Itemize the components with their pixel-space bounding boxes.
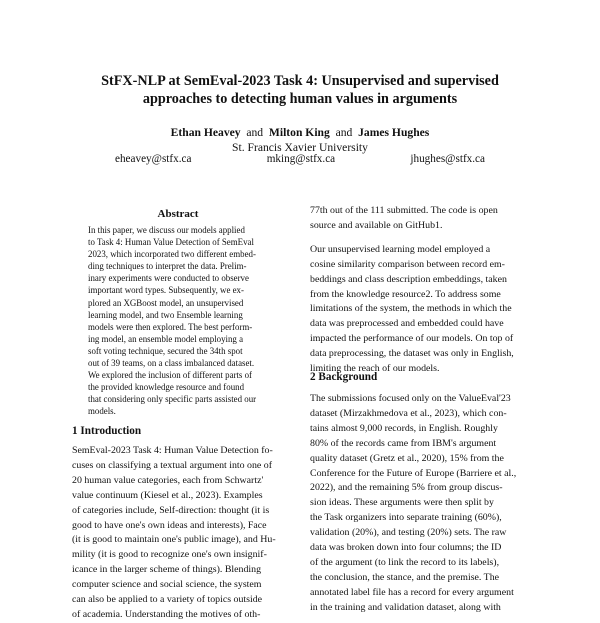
intro-line: can also be applied to a variety of topics outside: [72, 594, 263, 606]
abstract-line: important word types. Subsequently, we ex-: [88, 285, 244, 296]
abstract-line: We explored the inclusion of different parts of: [88, 370, 252, 381]
right-line: 77th out of the 111 submitted. The code is open: [310, 205, 498, 216]
background-line: of the argument (to link the record to its labels),: [310, 556, 500, 568]
author-names: [40, 125, 560, 140]
paper-title: [40, 72, 560, 108]
background-line: 2022), and the remaining 5% from group discus-: [310, 482, 503, 494]
abstract-heading: Abstract: [157, 208, 199, 220]
background-line: the Task organizers into separate training (60%),: [310, 512, 502, 524]
right-line: from the knowledge resource2. To address some: [310, 288, 501, 300]
intro-line: of categories include, Self-direction: thought (it is: [72, 504, 270, 516]
author-name: Milton King: [268, 126, 330, 139]
abstract-line: out of 39 teams, on a class imbalanced dataset.: [88, 358, 255, 369]
abstract-line: models were then explored. The best perform-: [88, 321, 253, 332]
intro-line: mility (it is good to recognize one's own insignif-: [72, 549, 267, 561]
intro-line: icance in the larger scheme of things). Blending: [72, 564, 262, 576]
abstract-line: plored an XGBoost model, an unsupervised: [88, 297, 244, 308]
author-email: eheavey@stfx.ca: [115, 153, 192, 165]
intro-line: value continuum (Kiesel et al., 2023). Examples: [72, 489, 263, 501]
intro-line: SemEval-2023 Task 4: Human Value Detection fo-: [72, 445, 273, 456]
background-line: sion ideas. These arguments were then split by: [310, 497, 494, 509]
abstract-line: ing model, an ensemble model employing a: [88, 333, 244, 344]
background-body: [310, 392, 536, 616]
intro-line: good to have one's own ideas and interests), Face: [72, 519, 267, 531]
right-line: data preprocessing, the dataset was only in English,: [310, 348, 514, 360]
title-line: approaches to detecting human values in arguments: [142, 91, 458, 107]
background-line: quality dataset (Gretz et al., 2020), 15% from the: [310, 452, 504, 464]
abstract-line: learning model, and two Ensemble learning: [88, 309, 243, 320]
author-name: James Hughes: [358, 126, 430, 139]
right-line: impacted the performance of our models. On top of: [310, 333, 514, 345]
intro-line: (it is good to maintain one's public image), and Hu-: [72, 534, 276, 546]
background-line: dataset (Mirzakhmedova et al., 2023), which con-: [310, 407, 507, 419]
background-line: validation (20%), and testing (20%) sets. The raw: [310, 527, 507, 539]
and-word: and: [246, 126, 264, 139]
email-row: [115, 153, 485, 165]
intro-line: computer science and social science, the system: [72, 579, 262, 591]
author-block: [40, 125, 560, 155]
author-email: jhughes@stfx.ca: [410, 153, 485, 165]
abstract-line: the provided knowledge resource and found: [88, 382, 245, 393]
right-line: data was preprocessed and embedded could have: [310, 318, 504, 330]
background-line: 80% of the records came from IBM's argument: [310, 437, 497, 449]
affiliation: St. Francis Xavier University: [232, 141, 368, 154]
abstract-line: to Task 4: Human Value Detection of SemEval: [88, 237, 254, 248]
abstract-line: ding techniques to interpret the data. Prelim-: [88, 261, 247, 272]
abstract-line: In this paper, we discuss our models applied: [88, 225, 245, 235]
background-line: The submissions focused only on the ValueEval'23: [310, 393, 511, 404]
abstract-line: that considering only specific parts assisted our: [88, 394, 257, 405]
abstract-line: soft voting technique, secured the 34th spot: [88, 345, 243, 356]
title-line: StFX-NLP at SemEval-2023 Task 4: Unsupervised and supervised: [101, 73, 499, 89]
and-word: and: [335, 126, 353, 139]
right-line: cosine similarity comparison between record em-: [310, 258, 505, 270]
author-email: mking@stfx.ca: [266, 153, 336, 165]
right-line: source and available on GitHub1.: [310, 219, 443, 231]
intro-line: cuses on classifying a textual argument into one of: [72, 459, 273, 471]
abstract-body: [88, 224, 276, 418]
background-line: in the training and validation dataset, along with: [310, 601, 501, 613]
section-heading-introduction: 1 Introduction: [72, 425, 142, 437]
right-line: beddings and class description embeddings, taken: [310, 273, 507, 285]
right-column-top: [310, 204, 536, 377]
intro-line: of academia. Understanding the motives of oth-: [72, 608, 261, 620]
abstract-line: 2023, which incorporated two different embed-: [88, 249, 256, 260]
introduction-body: [72, 444, 298, 623]
right-line: limiting the reach of our models.: [310, 363, 440, 375]
abstract-line: models.: [88, 406, 116, 417]
background-line: tains almost 9,000 records, in English. Roughly: [310, 422, 498, 434]
section-heading-background: 2 Background: [310, 371, 378, 383]
background-line: the conclusion, the stance, and the premise. The: [310, 571, 500, 583]
background-line: Conference for the Future of Europe (Barriere et al.,: [310, 467, 517, 479]
abstract-line: inary experiments were conducted to observe: [88, 273, 249, 284]
background-line: data was broken down into four columns; the ID: [310, 542, 502, 554]
background-line: annotated label file has a record for every argument: [310, 586, 514, 598]
intro-line: 20 human value categories, each from Schwartz': [72, 474, 264, 486]
right-line: limitations of the system, the methods in which the: [310, 303, 512, 315]
right-line: Our unsupervised learning model employed a: [310, 243, 491, 255]
author-name: Ethan Heavey: [170, 126, 241, 139]
